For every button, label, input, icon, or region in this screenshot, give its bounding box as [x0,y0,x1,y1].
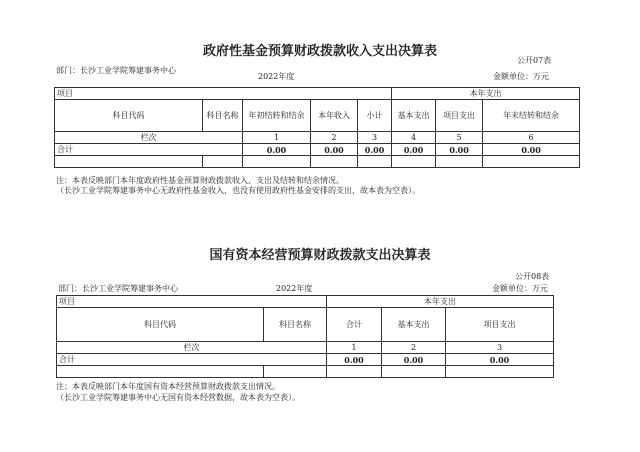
table1-header-item: 项目 [55,88,392,100]
table1-header-project: 项目支出 [436,100,483,132]
table2-year: 2022年度 [276,284,313,293]
table2-total-label: 合计 [57,354,327,366]
table1-col-num: 6 [483,132,580,144]
table2-header-project: 项目支出 [446,308,554,342]
table1-total-value: 0.00 [243,144,311,156]
table2-header-name: 科目名称 [264,308,327,342]
table1-title: 政府性基金预算财政拨款收入支出决算表 [202,44,437,59]
table2-col-num: 1 [327,342,382,354]
table1-header-name: 科目名称 [203,100,243,132]
table1-column-index-label: 栏次 [55,132,243,144]
table1-note-detail: （长沙工业学院筹建事务中心无政府性基金收入，也没有使用政府性基金安排的支出，故本表为空表）。 [56,186,420,195]
table1-header-end-balance: 年末结转和结余 [483,100,580,132]
table2-header-total: 合计 [327,308,382,342]
table1-col-num: 4 [392,132,436,144]
table1-col-num: 5 [436,132,483,144]
table1-header-income: 本年收入 [311,100,358,132]
table1-empty-row [55,156,580,168]
table2 [56,295,554,378]
table2-department: 部门：长沙工业学院筹建事务中心 [58,284,178,293]
table2-col-num: 3 [446,342,554,354]
table2-title: 国有资本经营预算财政拨款支出决算表 [209,248,431,263]
table2-total-value: 0.00 [446,354,554,366]
table1-total-value: 0.00 [311,144,358,156]
table1-header-current-expense: 本年支出 [392,88,580,100]
table2-note: 注：本表反映部门本年度国有资本经营预算财政拨款支出情况。 [56,382,280,391]
table2-total-value: 0.00 [327,354,382,366]
table2-header-code: 科目代码 [57,308,264,342]
table1-header-subtotal: 小计 [358,100,392,132]
table2-empty-row [57,366,554,378]
table1-department: 部门：长沙工业学院筹建事务中心 [56,66,176,75]
table1-header-basic: 基本支出 [392,100,436,132]
table1-unit: 金额单位：万元 [493,72,549,81]
table2-form-number: 公开08表 [515,272,550,281]
table2-header-basic: 基本支出 [382,308,446,342]
table1-total-label: 合计 [55,144,243,156]
table1-header-begin-balance: 年初结转和结余 [243,100,311,132]
table1-total-value: 0.00 [436,144,483,156]
table1-year: 2022年度 [258,72,295,81]
table1-total-value: 0.00 [358,144,392,156]
table2-note-detail: （长沙工业学院筹建事务中心无国有资本经营数据，故本表为空表）。 [56,393,300,402]
table1-col-num: 2 [311,132,358,144]
table2-header-current-expense: 本年支出 [327,296,554,308]
table2-header-item: 项目 [57,296,327,308]
table1-total-value: 0.00 [483,144,580,156]
table1-form-number: 公开07表 [517,56,552,65]
table1-note: 注：本表反映部门本年度政府性基金预算财政拨款收入、支出及结转和结余情况。 [56,176,344,185]
table1-total-value: 0.00 [392,144,436,156]
table2-column-index-label: 栏次 [57,342,327,354]
table2-total-value: 0.00 [382,354,446,366]
table1 [54,87,580,168]
table1-header-code: 科目代码 [55,100,203,132]
table2-unit: 金额单位：万元 [492,284,548,293]
table1-col-num: 3 [358,132,392,144]
table1-col-num: 1 [243,132,311,144]
table2-col-num: 2 [382,342,446,354]
